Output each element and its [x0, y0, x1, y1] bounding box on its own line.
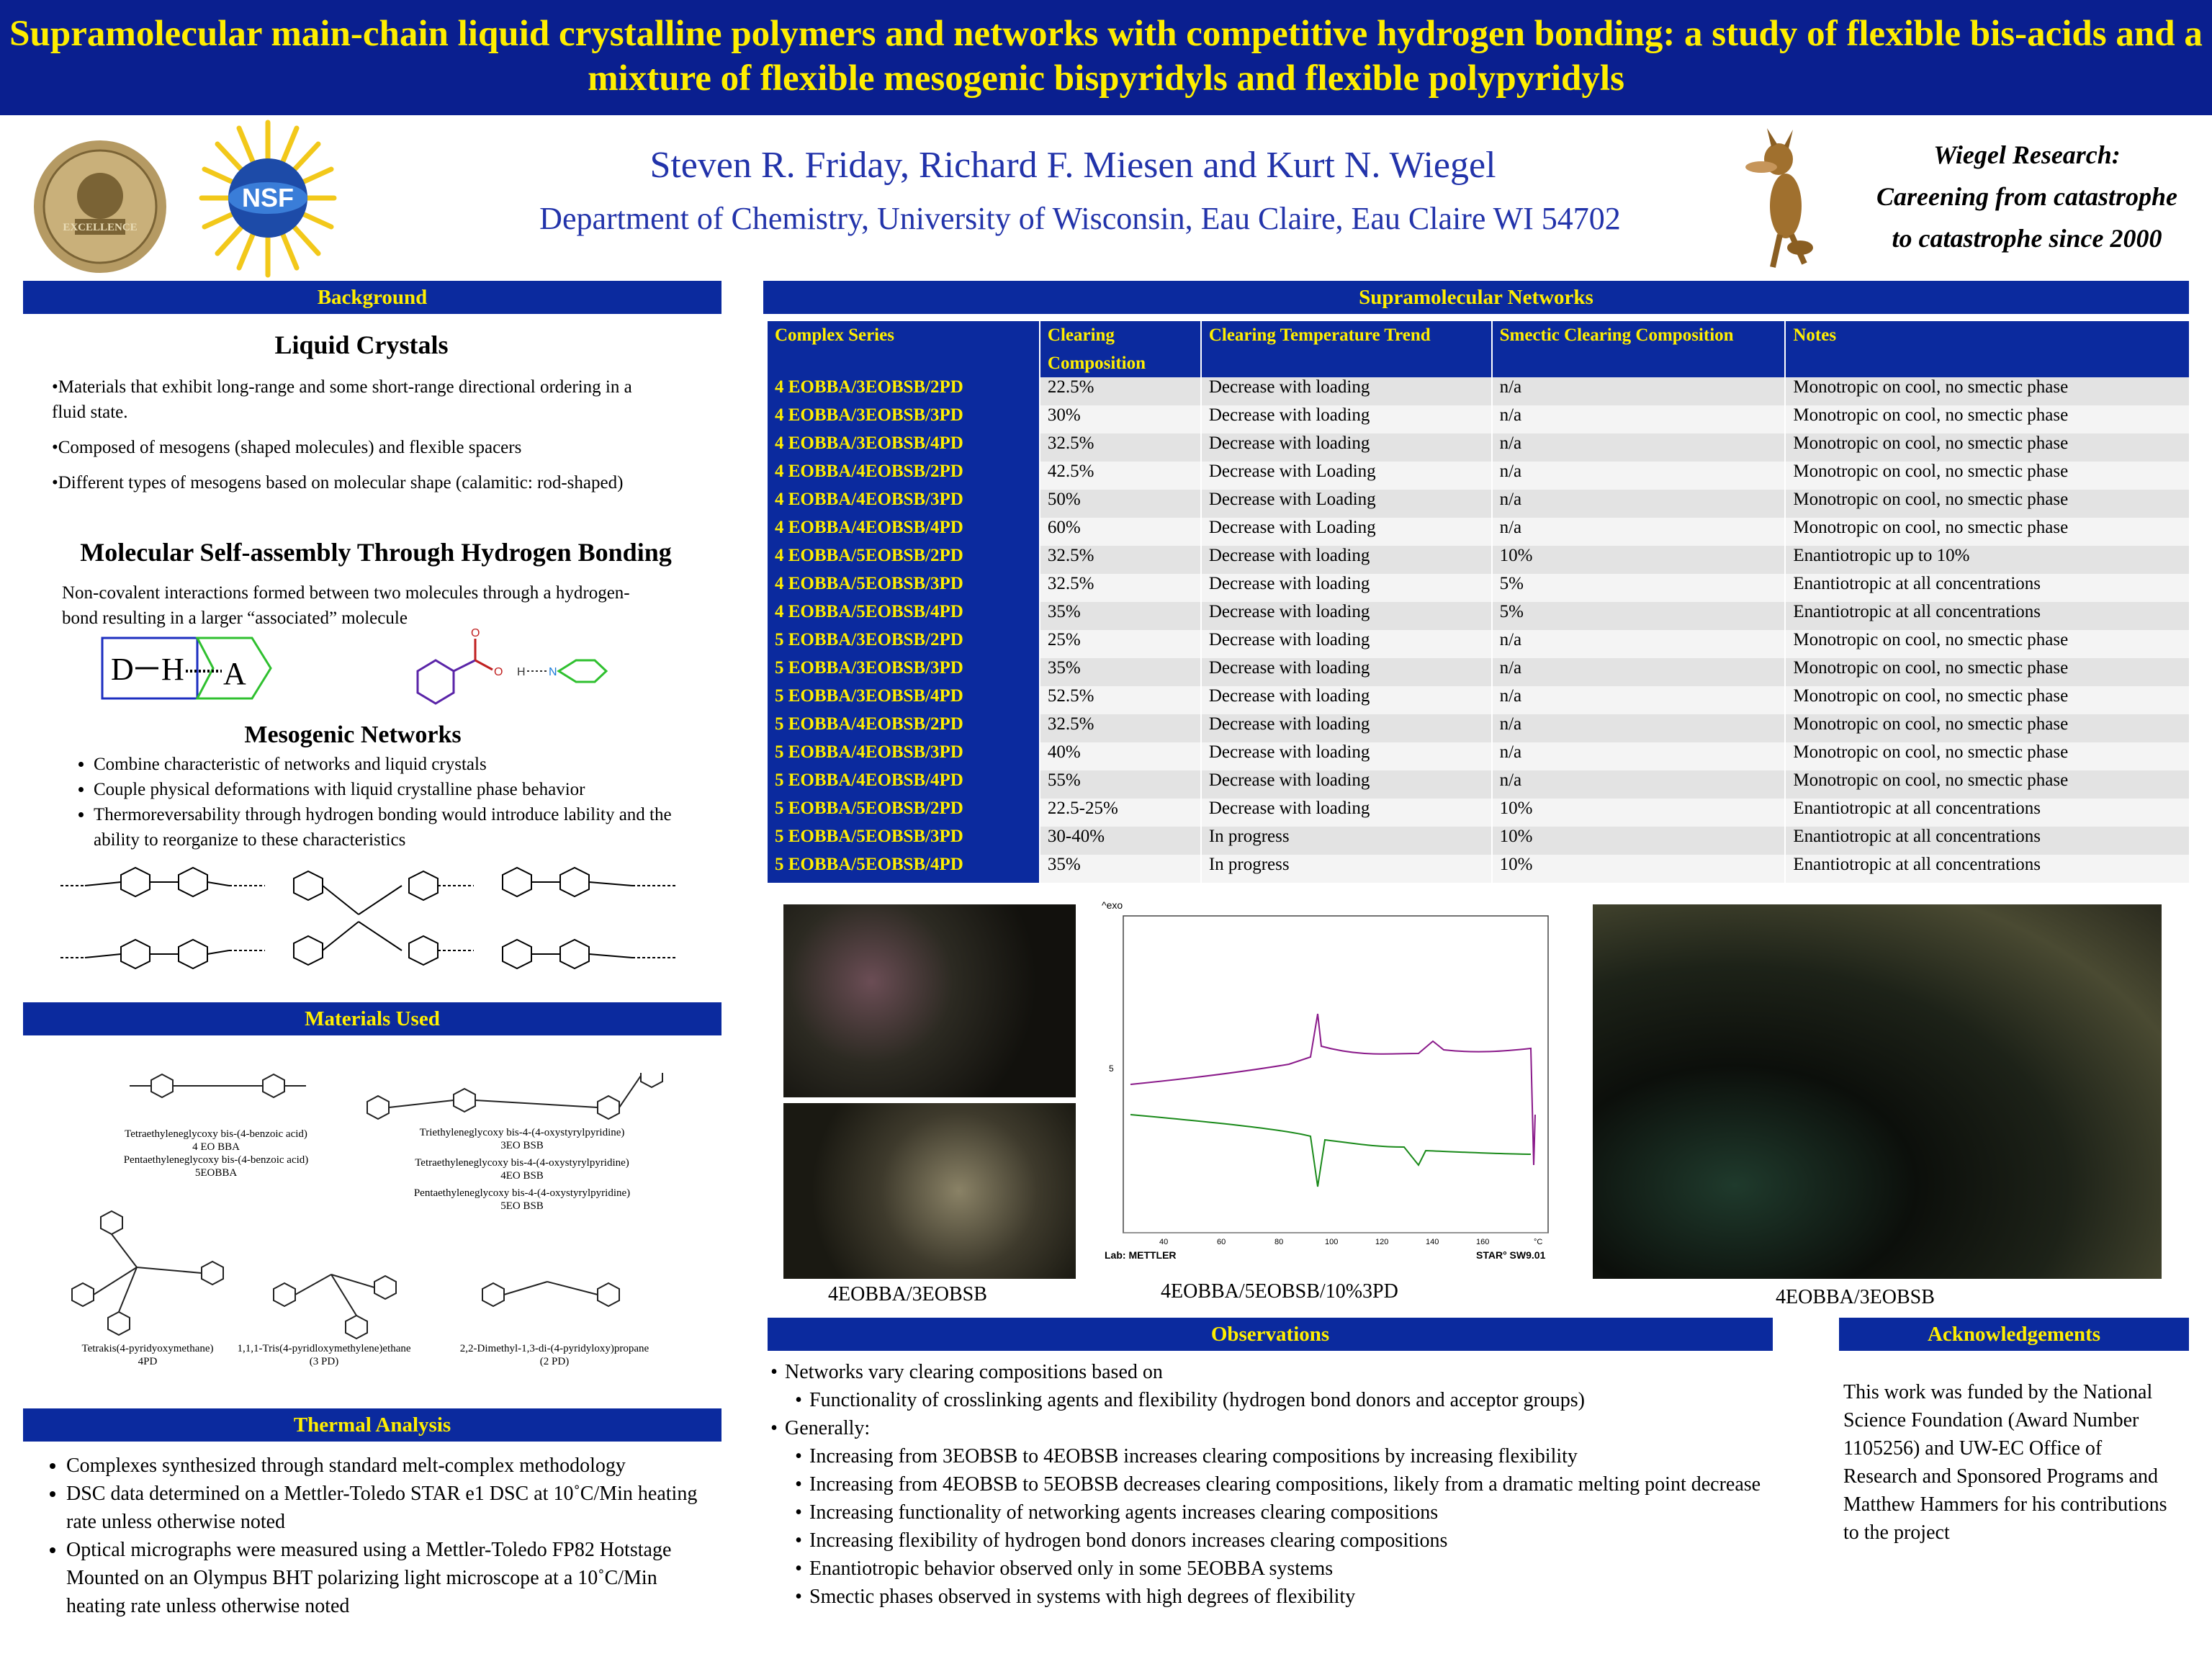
svg-text:O: O [471, 628, 480, 639]
dsc-xtick: 120 [1375, 1238, 1389, 1246]
lc-title: Liquid Crystals [274, 331, 449, 359]
material-label: 4 EO BBA [192, 1141, 240, 1153]
micrograph-right [1593, 904, 2162, 1279]
uwec-seal-icon [32, 138, 168, 275]
background-header: Background [23, 281, 721, 314]
table-cell: Decrease with loading [1201, 799, 1492, 827]
table-cell: Decrease with loading [1201, 714, 1492, 742]
dsc-footer-left: Lab: METTLER [1105, 1249, 1177, 1261]
material-label: 2,2-Dimethyl-1,3-di-(4-pyridyloxy)propane [459, 1343, 649, 1354]
table-cell: 32.5% [1040, 433, 1201, 462]
material-label: Tetrakis(4-pyridyoxymethane) [81, 1343, 214, 1354]
networks-table [768, 321, 2190, 883]
table-row [768, 770, 2190, 799]
bullet-icon: • [770, 1361, 778, 1383]
table-cell: 32.5% [1040, 714, 1201, 742]
net-points [66, 752, 714, 853]
table-cell: Decrease with loading [1201, 546, 1492, 574]
table-cell: 4 EOBBA/3EOBSB/3PD [768, 405, 1040, 433]
networks-table-wrap [768, 321, 2190, 883]
observation-text: Generally: [785, 1417, 871, 1439]
table-row [768, 377, 2190, 405]
table-row [768, 405, 2190, 433]
table-row [768, 602, 2190, 630]
observation-item [763, 1386, 1771, 1414]
nsf-logo-icon [196, 115, 340, 281]
observations-list [763, 1358, 1771, 1611]
table-cell: 52.5% [1040, 686, 1201, 714]
table-cell: Monotropic on cool, no smectic phase [1785, 770, 2190, 799]
table-cell: 35% [1040, 658, 1201, 686]
table-cell: Decrease with loading [1201, 433, 1492, 462]
dha-h: H [161, 652, 184, 687]
material-label: Triethyleneglycoxy bis-4-(4-oxystyrylpyridine) [419, 1127, 625, 1138]
table-cell: Monotropic on cool, no smectic phase [1785, 658, 2190, 686]
material-label: (2 PD) [539, 1356, 570, 1367]
table-row [768, 462, 2190, 490]
table-cell: 35% [1040, 602, 1201, 630]
net-title: Mesogenic Networks [244, 721, 462, 748]
coyote-cartoon [1735, 127, 1829, 271]
dsc-xunit: °C [1534, 1238, 1543, 1246]
table-cell: Enantiotropic up to 10% [1785, 546, 2190, 574]
table-cell: Decrease with loading [1201, 630, 1492, 658]
table-cell: Monotropic on cool, no smectic phase [1785, 490, 2190, 518]
table-cell: 4 EOBBA/5EOBSB/2PD [768, 546, 1040, 574]
table-cell: 50% [1040, 490, 1201, 518]
table-cell: 42.5% [1040, 462, 1201, 490]
observation-item [763, 1583, 1771, 1611]
table-cell: n/a [1492, 714, 1786, 742]
table-cell: 5 EOBBA/3EOBSB/4PD [768, 686, 1040, 714]
dsc-footer-right: STAR° SW9.01 [1476, 1249, 1546, 1261]
table-row [768, 799, 2190, 827]
bullet-icon: • [795, 1501, 802, 1524]
table-row [768, 518, 2190, 546]
thermal-point: • DSC data determined on a Mettler-Toledo STAR e1 DSC at 10˚C/Min heating rate unless otherwise noted [66, 1480, 720, 1536]
table-row [768, 433, 2190, 462]
observation-item [763, 1358, 1771, 1386]
dsc-xtick: 40 [1159, 1238, 1169, 1246]
table-cell: 10% [1492, 827, 1786, 855]
motto-line: to catastrophe since 2000 [1892, 224, 2162, 253]
table-cell: 5 EOBBA/5EOBSB/3PD [768, 827, 1040, 855]
table-cell: 35% [1040, 855, 1201, 883]
svg-text:O: O [494, 666, 503, 678]
observations-header: Observations [768, 1318, 1773, 1351]
table-cell: Decrease with loading [1201, 770, 1492, 799]
observation-text: Functionality of crosslinking agents and flexibility (hydrogen bond donors and acceptor groups) [809, 1389, 1586, 1411]
table-cell: Decrease with loading [1201, 742, 1492, 770]
table-cell: Monotropic on cool, no smectic phase [1785, 630, 2190, 658]
table-cell: n/a [1492, 630, 1786, 658]
table-row [768, 855, 2190, 883]
table-cell: 40% [1040, 742, 1201, 770]
motto [1858, 134, 2196, 259]
material-label: 4EO BSB [500, 1170, 544, 1182]
table-cell: 5 EOBBA/3EOBSB/2PD [768, 630, 1040, 658]
caption-micrograph-right: 4EOBBA/3EOBSB [1776, 1286, 1935, 1308]
col-smectic: Smectic Clearing Composition [1492, 321, 1786, 377]
table-cell: 4 EOBBA/4EOBSB/2PD [768, 462, 1040, 490]
thermal-point: • Complexes synthesized through standard melt-complex methodology [66, 1452, 720, 1480]
coyote-icon [1735, 127, 1829, 271]
thermal-points [29, 1452, 720, 1620]
observation-text: Networks vary clearing compositions based on [785, 1361, 1163, 1383]
dsc-scale: 5 [1109, 1064, 1114, 1074]
table-cell: Decrease with loading [1201, 377, 1492, 405]
hb-title: Molecular Self-assembly Through Hydrogen Bonding [80, 538, 672, 567]
material-label: (3 PD) [309, 1356, 339, 1367]
observation-text: Increasing from 3EOBSB to 4EOBSB increases clearing compositions by increasing flexibility [809, 1445, 1578, 1467]
hb-text: Non-covalent interactions formed between two molecules through a hydrogen-bond resulting in a larger “associated” molecule [62, 583, 630, 628]
svg-text:N: N [549, 666, 557, 678]
table-cell: Decrease with loading [1201, 658, 1492, 686]
material-label: 5EO BSB [500, 1200, 544, 1212]
dha-diagram [101, 634, 274, 706]
table-cell: n/a [1492, 658, 1786, 686]
dsc-xtick: 160 [1476, 1238, 1490, 1246]
table-cell: Monotropic on cool, no smectic phase [1785, 462, 2190, 490]
table-cell: 5 EOBBA/5EOBSB/2PD [768, 799, 1040, 827]
table-cell: Decrease with loading [1201, 405, 1492, 433]
table-cell: 10% [1492, 546, 1786, 574]
nsf-logo [196, 115, 340, 281]
col-complex-series: Complex Series [768, 321, 1040, 377]
dsc-xtick: 60 [1217, 1238, 1226, 1246]
observation-item [763, 1470, 1771, 1498]
dsc-chart [1102, 899, 1563, 1264]
dha-a: A [223, 656, 246, 691]
table-row [768, 658, 2190, 686]
table-row [768, 686, 2190, 714]
table-cell: 5 EOBBA/4EOBSB/3PD [768, 742, 1040, 770]
table-cell: 4 EOBBA/5EOBSB/3PD [768, 574, 1040, 602]
net-point: • Combine characteristic of networks and liquid crystals [94, 752, 714, 777]
material-label: 1,1,1-Tris(4-pyridloxymethylene)ethane [237, 1343, 411, 1354]
table-cell: 30% [1040, 405, 1201, 433]
table-cell: n/a [1492, 405, 1786, 433]
bullet-icon: • [795, 1529, 802, 1552]
material-label: Tetraethyleneglycoxy bis-4-(4-oxystyrylpyridine) [415, 1157, 629, 1169]
authors: Steven R. Friday, Richard F. Miesen and Kurt N. Wiegel [649, 145, 1496, 186]
table-cell: 5 EOBBA/3EOBSB/3PD [768, 658, 1040, 686]
table-cell: Decrease with Loading [1201, 462, 1492, 490]
observation-item [763, 1527, 1771, 1555]
networks-header: Supramolecular Networks [763, 281, 2189, 314]
ack-header: Acknowledgements [1839, 1318, 2189, 1351]
materials-structures [29, 1073, 720, 1375]
table-cell: 32.5% [1040, 574, 1201, 602]
table-cell: n/a [1492, 742, 1786, 770]
material-label: 3EO BSB [500, 1140, 544, 1151]
network-structure [56, 864, 704, 979]
table-cell: Enantiotropic at all concentrations [1785, 574, 2190, 602]
materials-header: Materials Used [23, 1002, 721, 1035]
table-cell: n/a [1492, 377, 1786, 405]
table-cell: 10% [1492, 799, 1786, 827]
table-header-row [768, 321, 2190, 377]
micrograph-bottom-left [783, 1103, 1076, 1279]
lc-point: •Different types of mesogens based on molecular shape (calamitic: rod-shaped) [52, 473, 624, 493]
observation-text: Increasing from 4EOBSB to 5EOBSB decreases clearing compositions, likely from a dramatic melting point decrease [809, 1473, 1761, 1496]
table-cell: 4 EOBBA/4EOBSB/4PD [768, 518, 1040, 546]
observation-item [763, 1555, 1771, 1583]
dsc-xtick: 100 [1325, 1238, 1339, 1246]
table-cell: Enantiotropic at all concentrations [1785, 799, 2190, 827]
table-cell: Decrease with loading [1201, 686, 1492, 714]
table-cell: 22.5-25% [1040, 799, 1201, 827]
lc-point: •Composed of mesogens (shaped molecules) and flexible spacers [52, 438, 522, 457]
table-cell: Monotropic on cool, no smectic phase [1785, 742, 2190, 770]
uwec-seal [32, 138, 168, 275]
table-row [768, 546, 2190, 574]
table-cell: 25% [1040, 630, 1201, 658]
table-cell: Enantiotropic at all concentrations [1785, 602, 2190, 630]
table-cell: 55% [1040, 770, 1201, 799]
table-cell: Decrease with loading [1201, 602, 1492, 630]
svg-text:NSF: NSF [242, 183, 294, 212]
table-row [768, 490, 2190, 518]
table-cell: 5 EOBBA/5EOBSB/4PD [768, 855, 1040, 883]
col-notes: Notes [1785, 321, 2190, 377]
bullet-icon: • [795, 1473, 802, 1496]
table-cell: n/a [1492, 490, 1786, 518]
table-cell: 32.5% [1040, 546, 1201, 574]
table-cell: Enantiotropic at all concentrations [1785, 855, 2190, 883]
table-cell: 4 EOBBA/4EOBSB/3PD [768, 490, 1040, 518]
observation-item [763, 1414, 1771, 1442]
table-cell: n/a [1492, 686, 1786, 714]
dsc-ylabel: ^exo [1102, 899, 1123, 911]
structure-row-top [60, 868, 675, 914]
table-cell: n/a [1492, 518, 1786, 546]
ack-text: This work was funded by the National Science Foundation (Award Number 1105256) and UW-EC Office of Research and Sponsored Programs and Matthew Hammers for his contributions to the project [1843, 1381, 2167, 1544]
dha-d: D [111, 652, 134, 687]
table-cell: 10% [1492, 855, 1786, 883]
table-cell: 30-40% [1040, 827, 1201, 855]
table-cell: Monotropic on cool, no smectic phase [1785, 518, 2190, 546]
caption-dsc: 4EOBBA/5EOBSB/10%3PD [1161, 1280, 1398, 1303]
table-row [768, 827, 2190, 855]
table-cell: 5 EOBBA/4EOBSB/2PD [768, 714, 1040, 742]
table-cell: Decrease with Loading [1201, 490, 1492, 518]
material-label: Tetraethyleneglycoxy bis-(4-benzoic acid) [125, 1128, 307, 1140]
table-row [768, 714, 2190, 742]
table-cell: Monotropic on cool, no smectic phase [1785, 405, 2190, 433]
structure-row-bottom [60, 922, 675, 968]
observation-item [763, 1442, 1771, 1470]
material-label: Pentaethyleneglycoxy bis-(4-benzoic acid) [123, 1154, 309, 1166]
lc-points [52, 374, 649, 495]
bullet-icon: • [795, 1586, 802, 1608]
col-clearing-trend: Clearing Temperature Trend [1201, 321, 1492, 377]
bullet-icon: • [795, 1445, 802, 1467]
table-cell: Monotropic on cool, no smectic phase [1785, 377, 2190, 405]
observation-text: Increasing functionality of networking agents increases clearing compositions [809, 1501, 1439, 1524]
table-cell: 22.5% [1040, 377, 1201, 405]
lc-point: •Materials that exhibit long-range and some short-range directional ordering in a fluid state. [52, 377, 632, 422]
table-cell: Monotropic on cool, no smectic phase [1785, 714, 2190, 742]
table-row [768, 574, 2190, 602]
table-cell: 60% [1040, 518, 1201, 546]
observation-item [763, 1498, 1771, 1527]
svg-text:EXCELLENCE: EXCELLENCE [63, 222, 138, 233]
motto-line: Careening from catastrophe [1876, 182, 2178, 211]
motto-line: Wiegel Research: [1933, 140, 2121, 169]
material-label: 4PD [138, 1356, 158, 1367]
dsc-xtick: 80 [1274, 1238, 1284, 1246]
table-cell: Enantiotropic at all concentrations [1785, 827, 2190, 855]
col-clearing-composition: Clearing Composition [1040, 321, 1201, 377]
table-cell: 4 EOBBA/5EOBSB/4PD [768, 602, 1040, 630]
bullet-icon: • [795, 1389, 802, 1411]
material-label: Pentaethyleneglycoxy bis-4-(4-oxystyrylpyridine) [413, 1187, 631, 1199]
observation-text: Increasing flexibility of hydrogen bond donors increases clearing compositions [809, 1529, 1448, 1552]
table-cell: n/a [1492, 770, 1786, 799]
table-cell: 4 EOBBA/3EOBSB/4PD [768, 433, 1040, 462]
caption-micrograph-left: 4EOBBA/3EOBSB [828, 1283, 987, 1305]
thermal-point: • Optical micrographs were measured using a Mettler-Toledo FP82 Hotstage Mounted on an Olympus BHT polarizing light microscope at a 10˚C/Min heating rate unless otherwise noted [66, 1536, 720, 1620]
table-cell: In progress [1201, 827, 1492, 855]
table-cell: n/a [1492, 462, 1786, 490]
table-cell: Monotropic on cool, no smectic phase [1785, 433, 2190, 462]
svg-text:H: H [517, 666, 526, 678]
net-point: • Thermoreversability through hydrogen bonding would introduce lability and the ability to reorganize to these characteristics [94, 802, 714, 853]
table-cell: 5 EOBBA/4EOBSB/4PD [768, 770, 1040, 799]
observation-text: Enantiotropic behavior observed only in some 5EOBBA systems [809, 1557, 1334, 1580]
table-cell: Monotropic on cool, no smectic phase [1785, 686, 2190, 714]
table-row [768, 742, 2190, 770]
material-label: 5EOBBA [194, 1167, 238, 1179]
observation-text: Smectic phases observed in systems with high degrees of flexibility [809, 1586, 1356, 1608]
table-cell: 5% [1492, 602, 1786, 630]
bullet-icon: • [770, 1417, 778, 1439]
net-point: • Couple physical deformations with liquid crystalline phase behavior [94, 777, 714, 802]
table-cell: In progress [1201, 855, 1492, 883]
micrograph-top-left [783, 904, 1076, 1097]
table-row [768, 630, 2190, 658]
poster-title: Supramolecular main-chain liquid crystalline polymers and networks with competitive hydrogen bonding: a study of flexible bis-acids and a mixture of flexible mesogenic bispyridyls and flexible polypyridyls [0, 0, 2212, 115]
table-cell: n/a [1492, 433, 1786, 462]
affiliation: Department of Chemistry, University of Wisconsin, Eau Claire, Eau Claire WI 54702 [539, 201, 1621, 236]
thermal-header: Thermal Analysis [23, 1408, 721, 1442]
table-cell: 5% [1492, 574, 1786, 602]
table-cell: 4 EOBBA/3EOBSB/2PD [768, 377, 1040, 405]
bullet-icon: • [795, 1557, 802, 1580]
dsc-xtick: 140 [1426, 1238, 1439, 1246]
table-cell: Decrease with Loading [1201, 518, 1492, 546]
hbond-structure [403, 628, 619, 707]
table-cell: Decrease with loading [1201, 574, 1492, 602]
